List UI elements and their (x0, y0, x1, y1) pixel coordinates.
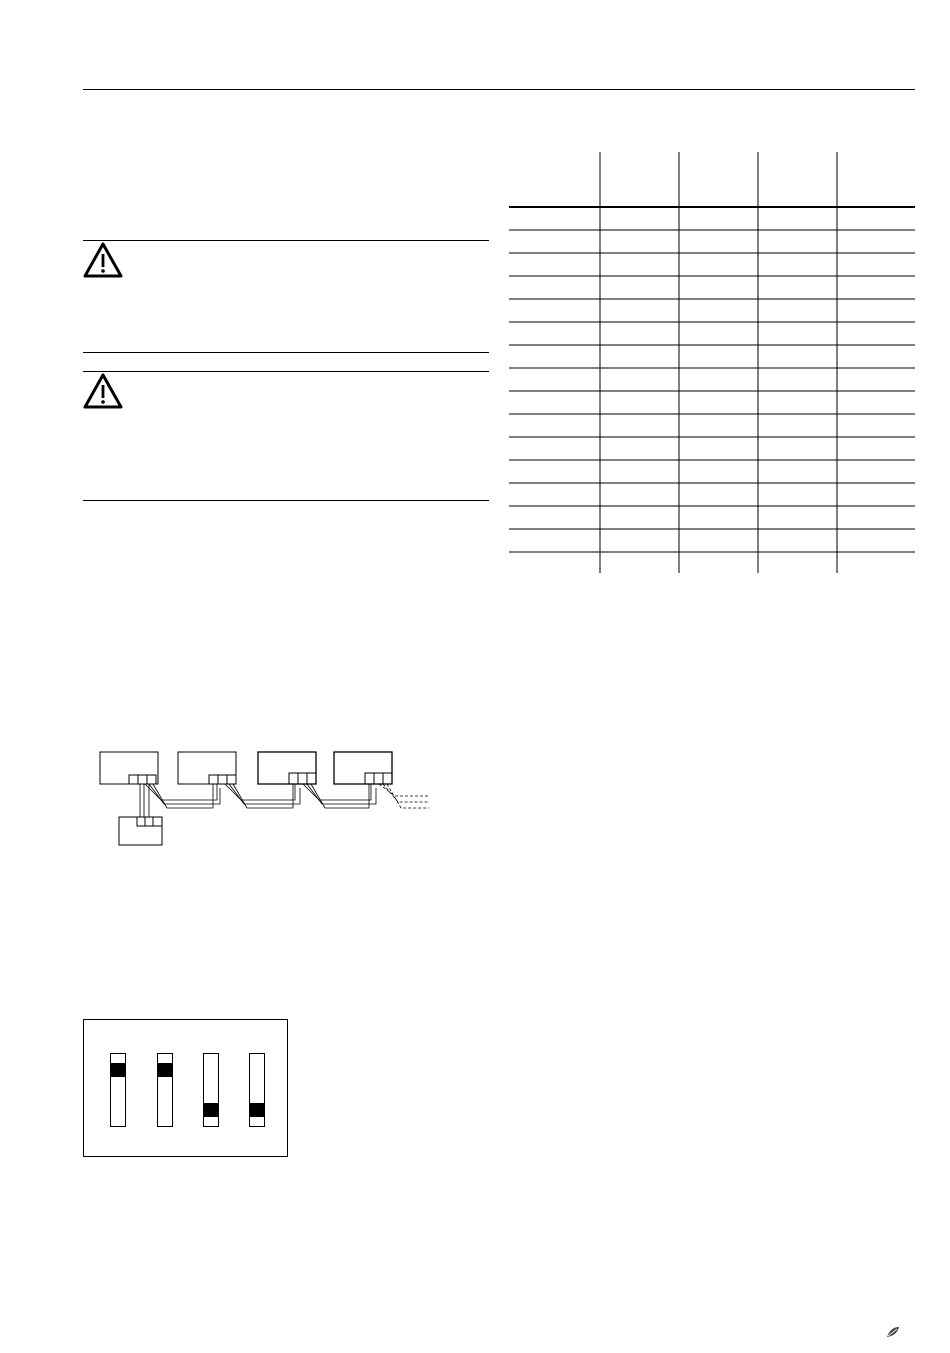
warning-2-bottom-rule (83, 500, 489, 501)
dip-switch-1[interactable] (110, 1053, 126, 1127)
dip-switch-2[interactable] (157, 1053, 173, 1127)
unit-3-terminal (289, 773, 316, 784)
unit-1-terminal (129, 775, 156, 784)
header-rule (83, 89, 915, 90)
dip-switch-knob (204, 1103, 218, 1117)
leaf-logo-icon (886, 1326, 900, 1338)
controller-box (119, 817, 162, 845)
data-table (509, 152, 915, 576)
dip-switch-knob (158, 1063, 172, 1077)
warning-triangle-icon (82, 372, 124, 410)
unit-4-terminal (365, 773, 392, 784)
unit-2-terminal (209, 775, 236, 784)
dip-switch-knob (111, 1063, 125, 1077)
warning-1-top-rule (83, 240, 489, 241)
dip-switch-4[interactable] (249, 1053, 265, 1127)
dip-switch-3[interactable] (203, 1053, 219, 1127)
wiring-diagram (95, 747, 440, 850)
dip-switch-panel (83, 1019, 288, 1157)
dip-switch-knob (250, 1103, 264, 1117)
warning-triangle-icon (82, 241, 124, 279)
controller-terminal (137, 817, 162, 826)
warning-1-bottom-rule (83, 352, 489, 353)
warning-2-top-rule (83, 371, 489, 372)
